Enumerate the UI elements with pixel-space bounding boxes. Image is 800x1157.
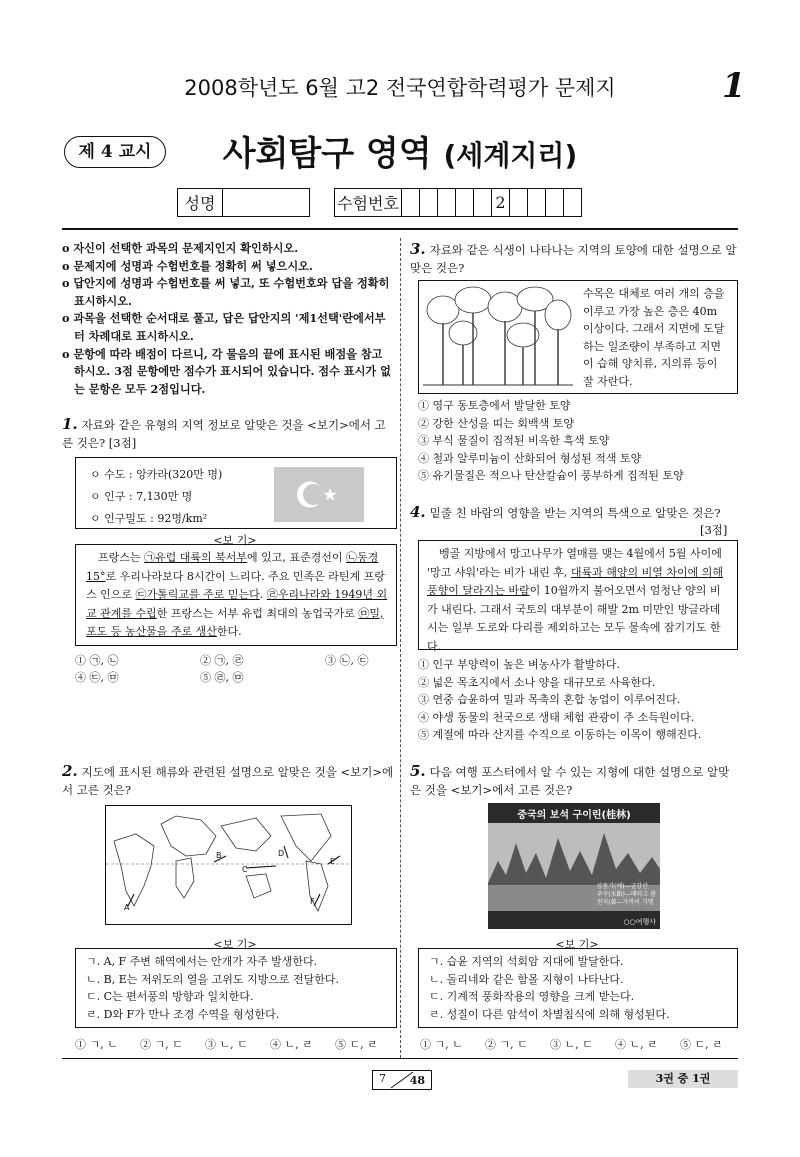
instruction-item: o 답안지에 성명과 수험번호를 써 넣고, 또 수험번호와 답을 정확히 표시하시오.: [62, 276, 390, 308]
page-total: 48: [409, 1074, 425, 1087]
q2-bogi-box: [75, 948, 397, 1028]
q3-vegetation-box: [418, 280, 738, 394]
choice[interactable]: ② 넓은 목초지에서 소나 양을 대규모로 사육한다.: [418, 675, 656, 689]
choice[interactable]: ④ ㄴ, ㄹ: [270, 1038, 313, 1051]
map-label-a: A: [124, 903, 130, 912]
choice[interactable]: ④ ㉢, ㉤: [75, 671, 119, 684]
question-number: 5.: [410, 762, 426, 780]
choice[interactable]: ③ ㉡, ㉢: [325, 654, 369, 667]
bogi-item: ㄹ. D와 F가 만나 조경 수역을 형성한다.: [86, 1007, 280, 1021]
choice[interactable]: ⑤ ㄷ, ㄹ: [335, 1038, 378, 1051]
subject-main: 사회탐구 영역: [222, 134, 432, 174]
question-2: [62, 762, 394, 799]
choice[interactable]: ③ ㄴ, ㄷ: [550, 1038, 593, 1051]
q4-passage-box: [418, 540, 738, 653]
choice[interactable]: ② 강한 산성을 띠는 회백색 토양: [418, 416, 574, 430]
name-label: 성명: [178, 189, 223, 217]
question-stem: 밑줄 친 바람의 영향을 받는 지역의 특색으로 알맞은 것은?: [429, 506, 721, 520]
question-stem: 지도에 표시된 해류와 관련된 설명으로 알맞은 것을 <보기>에서 고른 것은?: [62, 765, 394, 797]
q1-info-box: [75, 457, 397, 529]
exam-no-cell[interactable]: [438, 189, 456, 217]
question-number: 1.: [62, 415, 78, 433]
question-number: 2.: [62, 762, 78, 780]
subject-title: [0, 126, 800, 175]
q1-bogi-text: 프랑스는 ㉠유럽 대륙의 북서부에 있고, 표준경선이 ㉡동경 15°로 우리나라보다 8시간이 느리다. 주요 민족은 라틴계 프랑스 인으로 ㉢가톨릭교를 주로 믿는다. ㉣우리나라와 1949년 외교 관계를 수립한 프랑스는 서부 유럽 최대의 농업국가로 ㉤밀, 포도 등 농산물을 주로 생산한다.: [86, 551, 388, 638]
exam-title: 2008학년도 6월 고2 전국연합학력평가 문제지: [184, 76, 616, 100]
question-5: [410, 762, 740, 799]
q4-passage: 벵골 지방에서 망고나무가 열매를 맺는 4월에서 5월 사이에 '망고 샤워'라는 비가 내린 후, 대륙과 해양의 비열 차이에 의해 풍향이 달라지는 바람이 10월까지 불어오면서 엄청난 양의 비가 내린다. 그래서 국토의 대부분이 해발 2m 미만인 방글라데시는 일부 도로와 다리를 제외하고는 모두 물속에 잠기기도 한다.: [427, 547, 724, 653]
choice[interactable]: ① ㄱ, ㄴ: [75, 1038, 118, 1051]
period-badge: 제 4 교시: [64, 136, 166, 168]
q4-points: [3점]: [700, 523, 728, 537]
choice[interactable]: ④ 야생 동물의 천국으로 생태 체험 관광이 주 소득원이다.: [418, 710, 695, 724]
choice[interactable]: ⑤ 유기물질은 적으나 탄산칼슘이 풍부하게 집적된 토양: [418, 469, 684, 482]
q5-bogi-box: [418, 948, 738, 1028]
instruction-item: o 문항에 따라 배점이 다르니, 각 물음의 끝에 표시된 배점을 참고하시오. 3점 문항에만 점수가 표시되어 있습니다. 점수 표시가 없는 문항은 모두 2점입니다.: [62, 346, 391, 396]
map-label-c: C: [242, 865, 248, 874]
instruction-item: o 과목을 선택한 순서대로 풀고, 답은 답안지의 '제1선택'란에서부터 차례대로 표시하시오.: [62, 311, 386, 343]
map-label-e: E: [330, 857, 336, 866]
choice[interactable]: ④ ㄴ, ㄹ: [615, 1038, 658, 1051]
q1-bogi-box: [75, 544, 397, 646]
exam-no-cell[interactable]: [456, 189, 474, 217]
choice[interactable]: ③ 부식 물질이 집적된 비옥한 흑색 토양: [418, 434, 610, 447]
bogi-item: ㄱ. 습윤 지역의 석회암 지대에 발달한다.: [429, 955, 624, 968]
booklet-indicator: 3권 중 1권: [628, 1070, 738, 1088]
info-population: ㅇ 인구 : 7,130만 명: [90, 490, 193, 503]
question-3: [410, 240, 740, 277]
bogi-item: ㄱ. A, F 주변 해역에서는 안개가 자주 발생한다.: [86, 955, 318, 968]
question-number: 4.: [410, 503, 426, 521]
question-number: 3.: [410, 240, 426, 258]
choice[interactable]: ⑤ ㉣, ㉤: [200, 671, 244, 684]
exam-no-cell[interactable]: [564, 189, 582, 217]
turkey-flag-icon: [274, 467, 364, 522]
instruction-item: o 자신이 선택한 과목의 문제지인지 확인하시오.: [62, 241, 299, 255]
header-rule: [62, 228, 738, 230]
poster-agency: ○○여행사: [623, 918, 656, 926]
map-label-b: B: [216, 851, 222, 860]
travel-poster: [488, 803, 660, 929]
q3-choices: [418, 397, 684, 485]
exam-no-cell[interactable]: [546, 189, 564, 217]
bogi-item: ㄴ. B, E는 저위도의 열을 고위도 지방으로 전달한다.: [86, 972, 339, 986]
world-map-icon: [106, 806, 351, 924]
exam-no-cell[interactable]: [420, 189, 438, 217]
q4-choices: [418, 656, 701, 744]
world-current-map: [105, 805, 352, 925]
instructions: [62, 240, 392, 398]
exam-no-cell[interactable]: [528, 189, 546, 217]
poster-line: 상품가(예)—금강산: [596, 883, 648, 890]
exam-no-cell[interactable]: [474, 189, 492, 217]
footer-rule: [62, 1058, 738, 1059]
bogi-label: <보 기>: [213, 938, 257, 951]
poster-line: 주구(水路)—배타고 봄: [596, 891, 656, 898]
bogi-item: ㄹ. 성질이 다른 암석이 차별침식에 의해 형성된다.: [429, 1007, 670, 1021]
question-stem: 자료와 같은 식생이 나타나는 지역의 토양에 대한 설명으로 알맞은 것은?: [410, 243, 737, 275]
choice[interactable]: ④ 철과 알루미늄이 산화되어 형성된 적색 토양: [418, 451, 642, 465]
choice[interactable]: ⑤ 계절에 따라 산지를 수직으로 이동하는 이목이 행해진다.: [418, 728, 702, 741]
bogi-item: ㄴ. 돌리네와 같은 함몰 지형이 나타난다.: [429, 972, 624, 986]
bogi-item: ㄷ. C는 편서풍의 방향과 일치한다.: [86, 990, 254, 1003]
exam-no-label: 수험번호: [335, 189, 402, 217]
bogi-label: <보 기>: [213, 534, 257, 547]
question-4: [410, 503, 740, 522]
choice[interactable]: ⑤ ㄷ, ㄹ: [680, 1038, 723, 1051]
exam-no-cell[interactable]: [510, 189, 528, 217]
rainforest-icon: [423, 285, 573, 387]
name-field[interactable]: [223, 189, 310, 217]
question-1: [62, 415, 394, 452]
choice[interactable]: ② ㉠, ㉣: [200, 654, 244, 667]
page-current: 7: [379, 1072, 386, 1085]
choice[interactable]: ② ㄱ, ㄷ: [140, 1038, 183, 1051]
question-stem: 다음 여행 포스터에서 알 수 있는 지형에 대한 설명으로 알맞은 것을 <보기>에서 고른 것은?: [410, 765, 730, 797]
column-divider: [400, 238, 401, 1058]
question-stem: 자료와 같은 유형의 지역 정보로 알맞은 것을 <보기>에서 고른 것은? [3점]: [62, 418, 386, 450]
choice[interactable]: ① 인구 부양력이 높은 벼농사가 활발하다.: [418, 658, 620, 671]
choice[interactable]: ③ 연중 습윤하여 밀과 목축의 혼합 농업이 이루어진다.: [418, 693, 681, 706]
subject-sub: (세계지리): [443, 139, 578, 172]
info-density: ㅇ 인구밀도 : 92명/km²: [90, 512, 208, 525]
choice[interactable]: ① ㉠, ㉡: [75, 654, 119, 667]
poster-line: 천지(黃—가까이 기행: [596, 899, 654, 906]
choice[interactable]: ③ ㄴ, ㄷ: [205, 1038, 248, 1051]
map-label-d: D: [278, 849, 285, 858]
instruction-item: o 문제지에 성명과 수험번호를 정확히 써 넣으시오.: [62, 258, 313, 273]
info-capital: ㅇ 수도 : 앙카라(320만 명): [90, 468, 223, 481]
choice[interactable]: ① ㄱ, ㄴ: [420, 1038, 463, 1051]
choice[interactable]: ② ㄱ, ㄷ: [485, 1038, 528, 1051]
page-indicator: [372, 1070, 432, 1090]
id-table: [177, 188, 582, 217]
map-label-f: F: [310, 897, 315, 906]
choice[interactable]: ① 영구 동토층에서 발달한 토양: [418, 399, 571, 412]
poster-title: 중국의 보석 구이린(桂林): [517, 810, 631, 821]
exam-no-cell-digit: 2: [492, 189, 510, 217]
bogi-item: ㄷ. 기계적 풍화작용의 영향을 크게 받는다.: [429, 990, 635, 1003]
page-number: 1: [722, 66, 746, 106]
q3-description: 수목은 대체로 여러 개의 층을 이루고 가장 높은 층은 40m 이상이다. 그래서 지면에 도달하는 일조량이 부족하고 지면이 습해 양치류, 지의류 등이 잘 자란다.: [583, 287, 725, 388]
bogi-label: <보 기>: [555, 938, 599, 951]
exam-no-cell[interactable]: [402, 189, 420, 217]
